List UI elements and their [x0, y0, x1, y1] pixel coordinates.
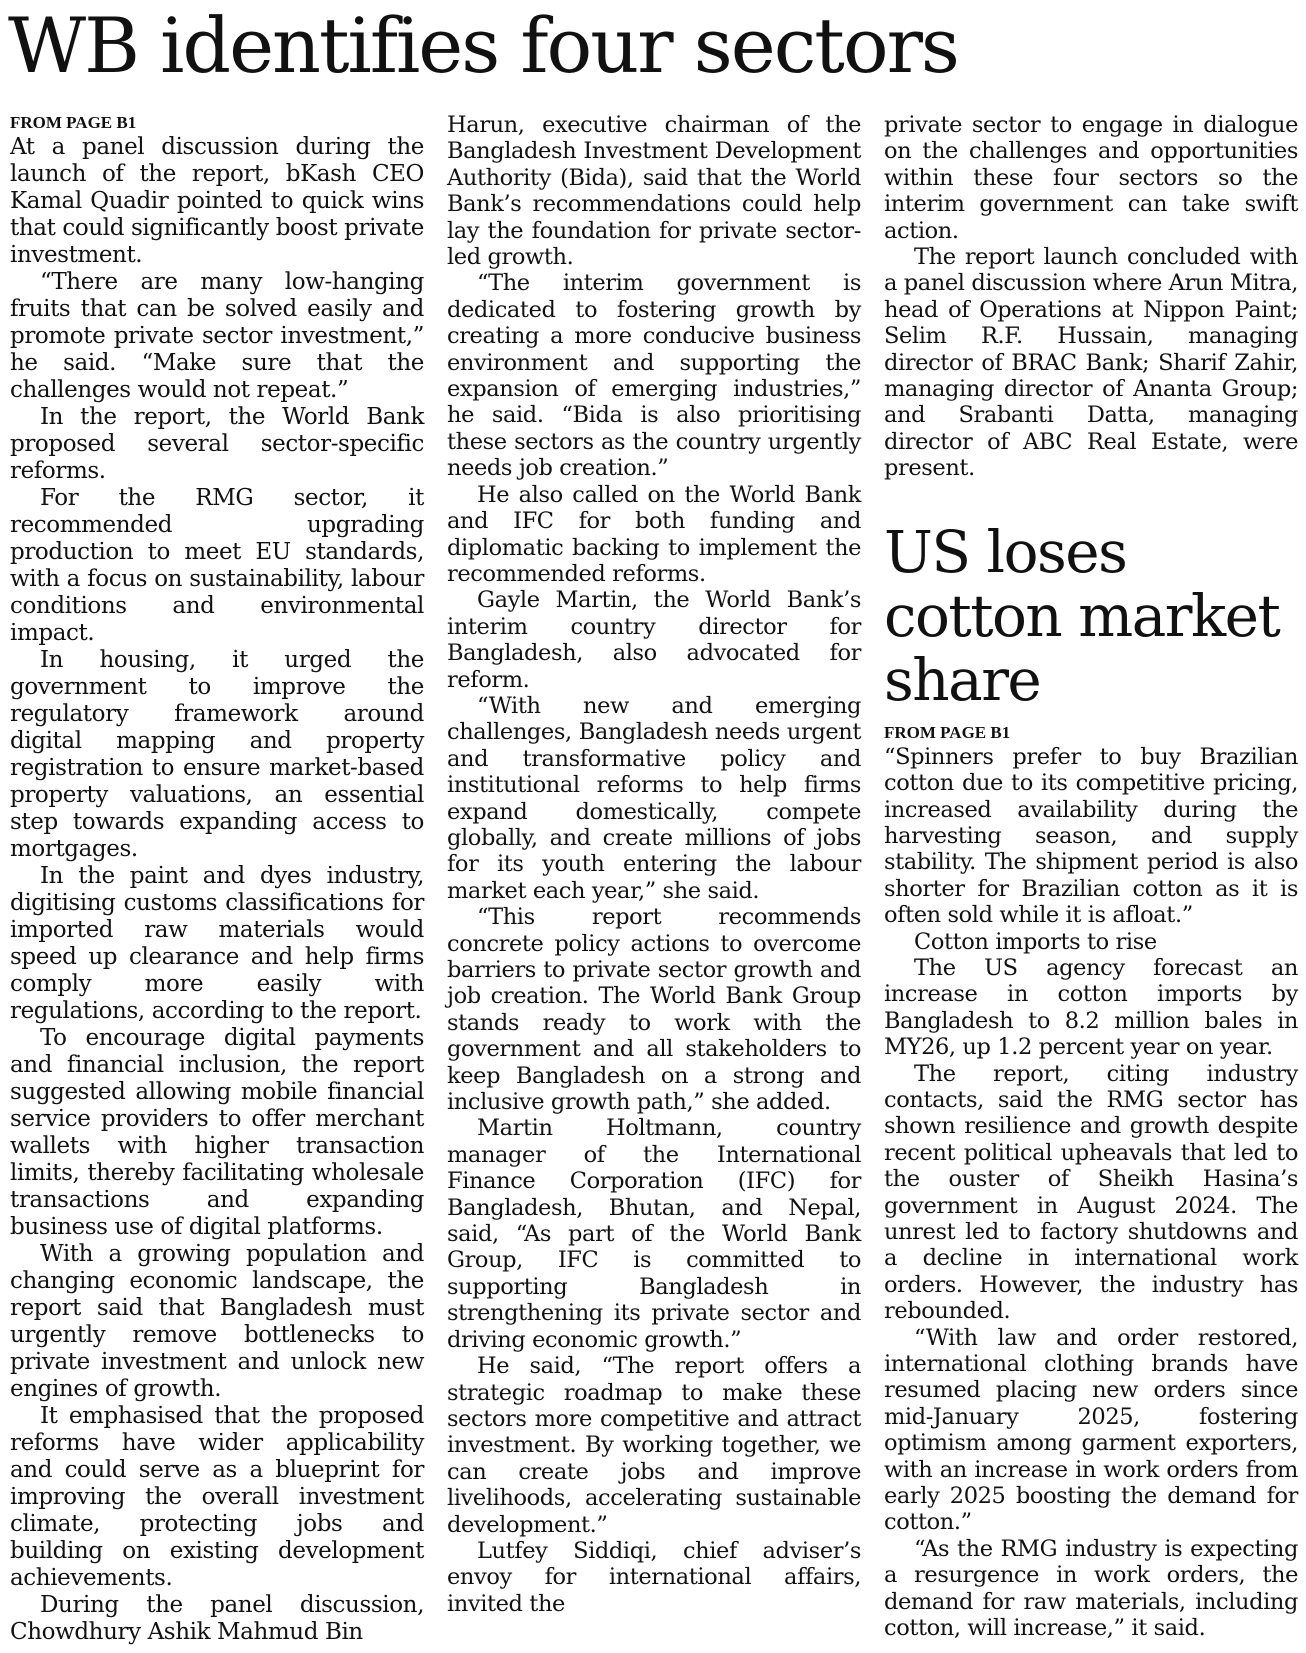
paragraph: “With law and order restored, international clothing brands have resumed placing new orders since mid-January 2025, fostering optimism among garment exporters, with an increase in work orders from early 2025 boosting the demand for cotton.”	[884, 1324, 1298, 1536]
paragraph: “Spinners prefer to buy Brazilian cotton due to its competitive pricing, increased availability during the harvesting season, and supply stability. The shipment period is also shorter for Brazilian cotton as it is often sold while it is afloat.”	[884, 743, 1298, 929]
article2-kicker: FROM PAGE B1	[884, 722, 1011, 742]
column-3	[884, 112, 1298, 1642]
paragraph: For the RMG sector, it recommended upgrading production to meet EU standards, with a focus on sustainability, labour conditions and environmental impact.	[10, 485, 424, 646]
paragraph: In the report, the World Bank proposed several sector-specific reforms.	[10, 404, 424, 484]
paragraph: At a panel discussion during the launch of the report, bKash CEO Kamal Quadir pointed to quick wins that could significantly boost private investment.	[10, 134, 424, 268]
main-headline: WB identifies four sectors	[8, 1, 958, 90]
paragraph: Gayle Martin, the World Bank’s interim country director for Bangladesh, also advocated for reform.	[447, 587, 861, 693]
paragraph: The US agency forecast an increase in cotton imports by Bangladesh to 8.2 million bales in MY26, up 1.2 percent year on year.	[884, 954, 1298, 1061]
article1-kicker: FROM PAGE B1	[10, 113, 137, 132]
paragraph: “With new and emerging challenges, Bangladesh needs urgent and transformative policy and institutional reforms to help firms expand domestically, compete globally, and create millions of jobs for its youth entering the labour market each year,” she said.	[447, 692, 861, 904]
paragraph: “There are many low-hanging fruits that can be solved easily and promote private sector investment,” he said. “Make sure that the challenges would not repeat.”	[10, 269, 424, 403]
paragraph: “This report recommends concrete policy actions to overcome barriers to private sector growth and job creation. The World Bank Group stands ready to work with the government and all stakeholders to keep Bangladesh on a strong and inclusive growth path,” she added.	[447, 904, 861, 1116]
paragraph: “As the RMG industry is expecting a resurgence in work orders, the demand for raw materials, including cotton, will increase,” it said.	[884, 1535, 1298, 1642]
paragraph: With a growing population and changing economic landscape, the report said that Bangladesh must urgently remove bottlenecks to private investment and unlock new engines of growth.	[10, 1241, 424, 1402]
paragraph: private sector to engage in dialogue on the challenges and opportunities within these four sectors so the interim government can take swift action.	[884, 112, 1298, 244]
article1-column-2	[447, 112, 861, 1617]
paragraph: The report, citing industry contacts, said the RMG sector has shown resilience and growth despite recent political upheavals that led to the ouster of Sheikh Hasina’s government in August 2024. The unrest led to factory shutdowns and a decline in international work orders. However, the industry has rebounded.	[884, 1060, 1298, 1325]
paragraph: Lutfey Siddiqi, chief adviser’s envoy for international affairs, invited the	[447, 1537, 861, 1617]
paragraph: “The interim government is dedicated to fostering growth by creating a more conducive business environment and supporting the expansion of emerging industries,” he said. “Bida is also prioritising these sectors as the country urgently needs job creation.”	[447, 270, 861, 482]
article2-headline: US loses cotton market share	[884, 517, 1280, 714]
article1-column-1	[10, 112, 424, 1646]
paragraph: In housing, it urged the government to improve the regulatory framework around digital mapping and property registration to ensure market-based property valuations, an essential step towards expanding access to mortgages.	[10, 647, 424, 862]
paragraph: It emphasised that the proposed reforms have wider applicability and could serve as a blueprint for improving the overall investment climate, protecting jobs and building on existing development achievements.	[10, 1403, 424, 1591]
paragraph: To encourage digital payments and financial inclusion, the report suggested allowing mobile financial service providers to offer merchant wallets with higher transaction limits, thereby facilitating wholesale transactions and expanding business use of digital platforms.	[10, 1025, 424, 1240]
crosshead: Cotton imports to rise	[914, 928, 1157, 955]
paragraph: He said, “The report offers a strategic roadmap to make these sectors more competitive and attract investment. By working together, we can create jobs and improve livelihoods, accelerating sustainable development.”	[447, 1353, 861, 1538]
paragraph: Martin Holtmann, country manager of the International Finance Corporation (IFC) for Bangladesh, Bhutan, and Nepal, said, “As part of the World Bank Group, IFC is committed to supporting Bangladesh in strengthening its private sector and driving economic growth.”	[447, 1115, 861, 1353]
paragraph: Harun, executive chairman of the Bangladesh Investment Development Authority (Bida), said that the World Bank’s recommendations could help lay the foundation for private sector-led growth.	[447, 112, 861, 271]
paragraph: During the panel discussion, Chowdhury Ashik Mahmud Bin	[10, 1592, 424, 1645]
paragraph: The report launch concluded with a panel discussion where Arun Mitra, head of Operations at Nippon Paint; Selim R.F. Hussain, managing director of BRAC Bank; Sharif Zahir, managing director of Ananta Group; and Srabanti Datta, managing director of ABC Real Estate, were present.	[884, 244, 1298, 482]
paragraph: He also called on the World Bank and IFC for both funding and diplomatic backing to implement the recommended reforms.	[447, 481, 861, 587]
paragraph: In the paint and dyes industry, digitising customs classifications for imported raw materials would speed up clearance and help firms comply more easily with regulations, according to the report.	[10, 863, 424, 1024]
